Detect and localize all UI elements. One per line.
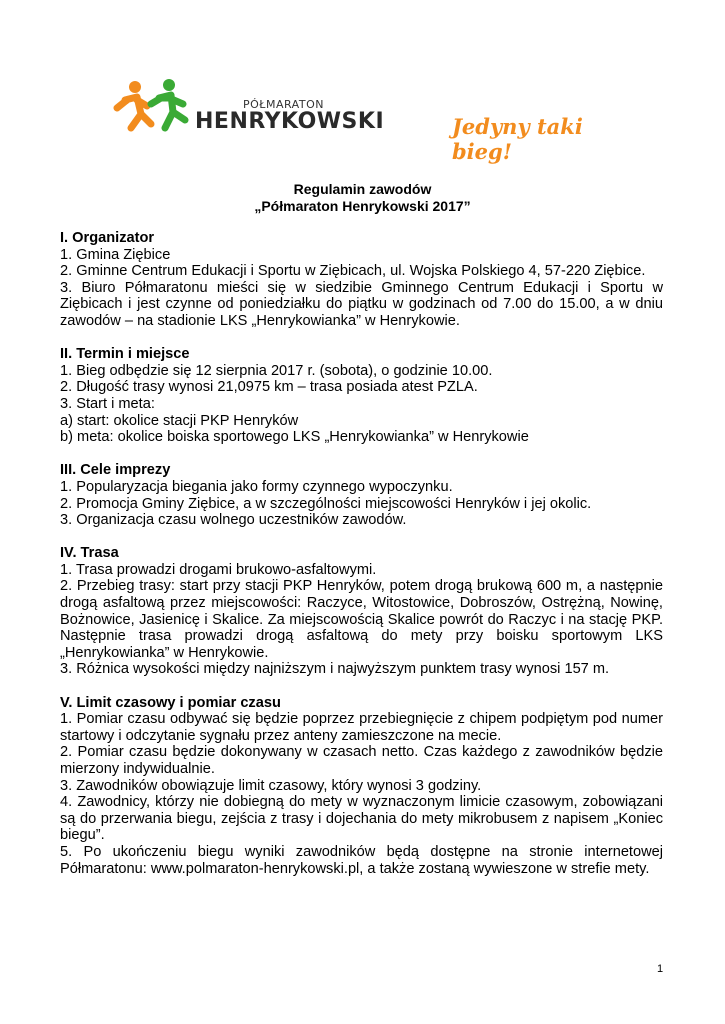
list-item: 5. Po ukończeniu biegu wyniki zawodników będą dostępne na stronie internetowej Półmaratonu: www.polmaraton-henrykowski.pl, a także zostaną wywieszone w strefie mety. [60,843,663,877]
list-item: 1. Pomiar czasu odbywać się będzie poprzez przebiegnięcie z chipem podpiętym pod numer startowy i odczytanie sygnału przez anteny zamieszczone na mecie. [60,711,663,744]
list-item: 1. Popularyzacja biegania jako formy czynnego wypoczynku. [60,478,453,495]
section-heading: V. Limit czasowy i pomiar czasu [60,694,281,711]
list-item: 3. Start i meta: [60,395,155,412]
section-route [60,545,663,678]
document-title: Regulamin zawodów [293,181,432,197]
section-heading: IV. Trasa [60,545,119,562]
list-item: 4. Zawodnicy, którzy nie dobiegną do mety w wyznaczonym limicie czasowym, zobowiązani są do przerwania biegu, zejścia z trasy i dojechania do mety mikrobusem z napisem „Koniec biegu”. [60,794,663,844]
section-goals [60,462,663,528]
section-heading: I. Organizator [60,230,155,246]
list-item: 3. Zawodników obowiązuje limit czasowy, który wynosi 3 godziny. [60,777,482,794]
list-item: a) start: okolice stacji PKP Henryków [60,412,299,429]
page-number: 1 [657,963,664,975]
regulations-body [60,230,663,894]
list-item: 2. Przebieg trasy: start przy stacji PKP Henryków, potem drogą brukową 600 m, a następnie drogą asfaltową przez miejscowości: Raczyce, Witostowice, Dobroszów, Ostrężną, Nowinę, Bożnowice, Jasienicę i Skalice. Za miejscowością Skalice powrót do Raczyc i na stację PKP. Następnie trasa prowadzi drogą asfaltową do mety przy boisku sportowym LKS „Henrykowianka” w Henrykowie. [60,578,663,661]
section-heading: II. Termin i miejsce [60,346,190,363]
list-item: 1. Bieg odbędzie się 12 sierpnia 2017 r. (sobota), o godzinie 10.00. [60,362,493,379]
section-date-place [60,346,663,446]
list-item: 2. Długość trasy wynosi 21,0975 km – trasa posiada atest PZLA. [60,379,478,396]
list-item: 2. Promocja Gminy Ziębice, a w szczególności miejscowości Henryków i jej okolic. [60,495,592,512]
runners-logo-icon [113,78,193,142]
document-subtitle: „Półmaraton Henrykowski 2017” [254,198,471,214]
slogan: Jedyny taki bieg! [452,114,583,164]
section-organizer [60,230,663,330]
list-item: 3. Biuro Półmaratonu mieści się w siedzibie Gminnego Centrum Edukacji i Sportu w Ziębicach i jest czynne od poniedziałku do piątku w godzinach od 7.00 do 15.00, a w dniu zawodów – na stadionie LKS „Henrykowianka” w Henrykowie. [60,279,663,329]
list-item: 3. Różnica wysokości między najniższym i najwyższym punktem trasy wynosi 157 m. [60,661,610,678]
list-item: 1. Trasa prowadzi drogami brukowo-asfaltowymi. [60,561,377,578]
brand-small-text: PÓŁMARATON [243,98,324,111]
header [113,78,613,164]
section-heading: III. Cele imprezy [60,462,171,479]
list-item: 2. Pomiar czasu będzie dokonywany w czasach netto. Czas każdego z zawodników będzie mierzony indywidualnie. [60,744,663,777]
brand-name: HENRYKOWSKI [195,109,385,134]
list-item: 2. Gminne Centrum Edukacji i Sportu w Ziębicach, ul. Wojska Polskiego 4, 57-220 Ziębice. [60,263,646,280]
section-time-limit [60,695,663,878]
list-item: b) meta: okolice boiska sportowego LKS „Henrykowianka” w Henrykowie [60,429,529,446]
list-item: 1. Gmina Ziębice [60,246,171,263]
list-item: 3. Organizacja czasu wolnego uczestników zawodów. [60,512,407,529]
